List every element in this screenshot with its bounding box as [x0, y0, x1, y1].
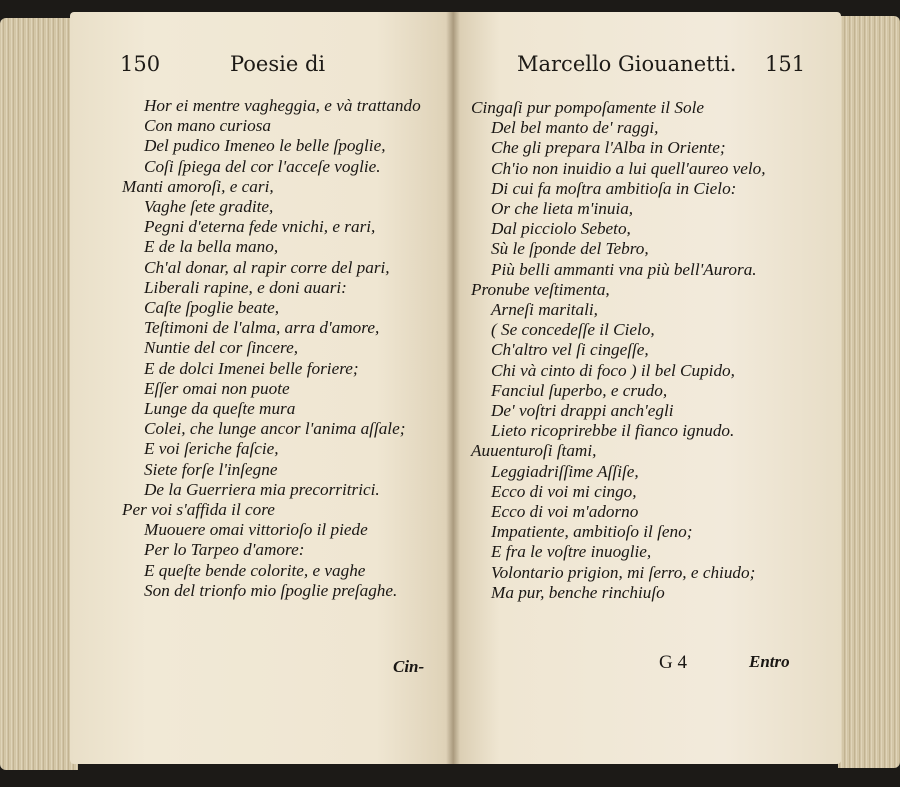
verse-line: Manti amoroſi, e cari, [122, 176, 274, 196]
verse-line: Teſtimoni de l'alma, arra d'amore, [144, 318, 380, 338]
verse-line: E voi ſeriche faſcie, [144, 439, 279, 459]
running-title-right: Marcello Giouanetti. [517, 52, 737, 76]
verse-line: Vaghe ſete gradite, [144, 197, 274, 216]
verse-line: E de la bella mano, [144, 237, 279, 257]
verse-line: Liberali rapine, e doni auari: [144, 277, 347, 297]
verse-line: Ch'altro vel ſi cingeſſe, [491, 340, 649, 360]
verse-line: ( Se concedeſſe il Cielo, [491, 320, 655, 340]
verse-line: Or che lieta m'inuia, [491, 199, 634, 218]
verse-line: Siete forſe l'inſegne [144, 459, 278, 479]
running-title-left: Poesie di [230, 52, 326, 76]
verse-line: Cingaſi pur pompoſamente il Sole [471, 98, 704, 117]
verse-line: Impatiente, ambitioſo il ſeno; [491, 522, 693, 542]
verse-line: Auuenturoſi ſtami, [471, 441, 597, 461]
verse-line: Muouere omai vittorioſo il piede [144, 520, 368, 540]
verse-line: Con mano curiosa [144, 116, 272, 136]
page-number-left: 150 [120, 52, 161, 76]
verse-line: Caſte ſpoglie beate, [144, 298, 280, 317]
right-page-edges [838, 16, 900, 768]
verse-line: Colei, che lunge ancor l'anima aſſale; [144, 419, 406, 439]
verse-line: Per lo Tarpeo d'amore: [144, 540, 305, 560]
verse-line: E fra le voſtre inuoglie, [491, 542, 652, 562]
verse-line: Pegni d'eterna fede vnichi, e rari, [144, 217, 376, 237]
verse-line: Hor ei mentre vagheggia, e và trattando [144, 96, 421, 115]
verse-line: Son del trionfo mio ſpoglie preſaghe. [144, 580, 398, 600]
page-number-right: 151 [765, 52, 806, 76]
verse-line: Ch'al donar, al rapir corre del pari, [144, 257, 390, 277]
verse-line: De la Guerriera mia precorritrici. [144, 479, 380, 499]
verse-line: E queſte bende colorite, e vaghe [144, 560, 366, 580]
verse-line: Dal picciolo Sebeto, [491, 219, 631, 239]
verse-line: Del pudico Imeneo le belle ſpoglie, [144, 136, 386, 156]
verse-line: Leggiadriſſime Aſſiſe, [491, 461, 639, 481]
verse-line: Del bel manto de' raggi, [491, 118, 659, 138]
verse-line: Lieto ricoprirebbe il fianco ignudo. [491, 421, 735, 441]
verse-line: Eſſer omai non puote [144, 378, 290, 398]
verse-line: Ma pur, benche rinchiuſo [491, 582, 665, 602]
verse-line: Lunge da queſte mura [144, 399, 296, 418]
verse-line: Fanciul ſuperbo, e crudo, [491, 380, 668, 400]
verse-line: Che gli prepara l'Alba in Oriente; [491, 138, 726, 158]
book-gutter [446, 12, 460, 764]
verse-line: Ecco di voi mi cingo, [491, 481, 637, 501]
verse-line: Chi và cinto di foco ) il bel Cupido, [491, 360, 735, 380]
catchword-left: Cin- [393, 657, 425, 676]
left-page [70, 12, 453, 764]
verse-line: Arneſi maritali, [491, 300, 598, 319]
verse-line: Ecco di voi m'adorno [491, 502, 639, 521]
verse-line: Ch'io non inuidio a lui quell'aureo velo, [491, 158, 766, 178]
verse-line: Pronube veſtimenta, [471, 279, 610, 299]
verse-line: Coſi ſpiega del cor l'acceſe voglie. [144, 156, 381, 176]
signature-mark: G 4 [659, 652, 687, 673]
catchword-right: Entro [749, 652, 790, 671]
verse-line: Di cui fa moſtra ambitioſa in Cielo: [491, 178, 737, 198]
right-page [453, 12, 841, 764]
verse-line: Sù le ſponde del Tebro, [491, 239, 649, 259]
verse-line: De' voſtri drappi anch'egli [491, 401, 674, 420]
left-page-edges [0, 18, 78, 770]
show-through-text [330, 64, 335, 87]
verse-line: Più belli ammanti vna più bell'Aurora. [491, 259, 757, 279]
verse-line: Volontario prigion, mi ſerro, e chiudo; [491, 562, 756, 582]
verse-line: E de dolci Imenei belle foriere; [144, 358, 359, 378]
verse-line: Nuntie del cor ſincere, [144, 338, 299, 358]
verse-line: Per voi s'affida il core [122, 500, 275, 519]
